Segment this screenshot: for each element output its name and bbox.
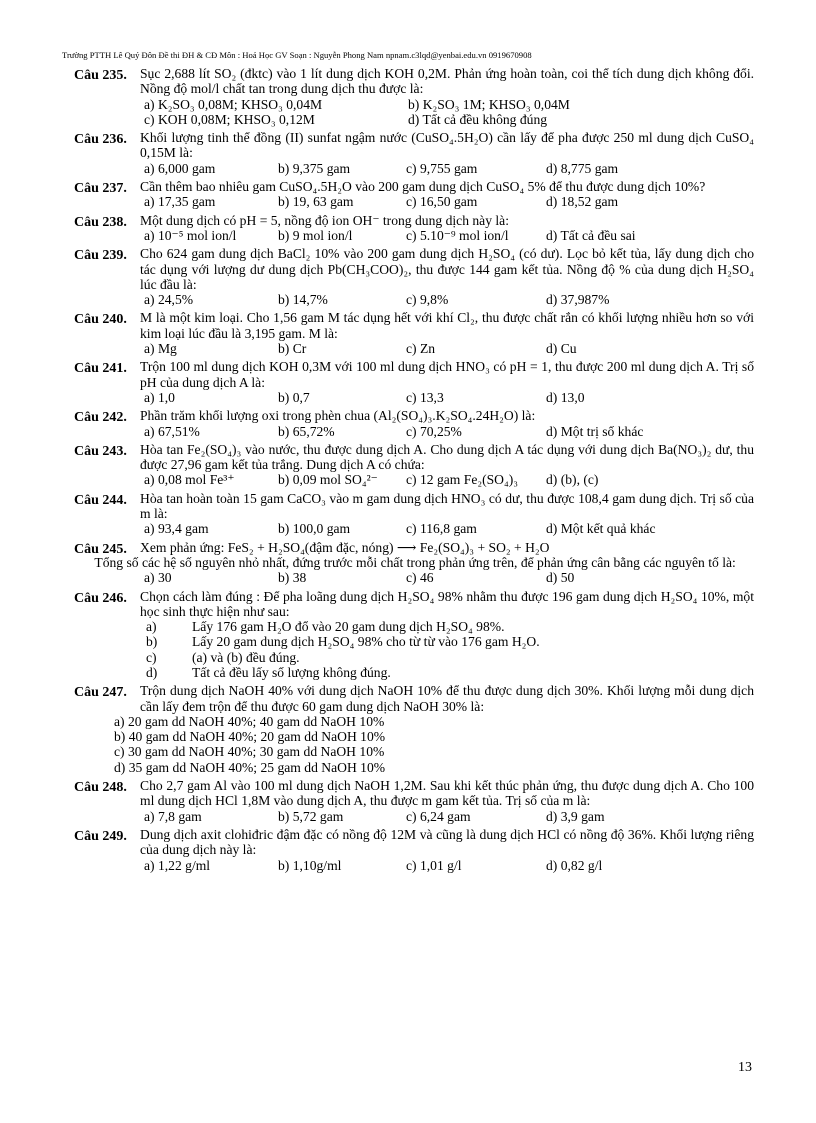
answer-option: d) 8,775 gam	[546, 160, 619, 176]
answer-option: b) 1,10g/ml	[278, 857, 342, 873]
question-text: Phần trăm khối lượng oxi trong phèn chua (Al₂(SO₄)₃.K₂SO₄.24H₂O) là:	[140, 408, 536, 424]
answer-options	[140, 809, 754, 824]
question-list	[74, 63, 754, 873]
answer-option: b) Cr	[278, 341, 307, 357]
step-label: d)	[146, 664, 158, 680]
question-text: M là một kim loại. Cho 1,56 gam M tác dụng hết với khí Cl₂, thu được chất rắn có khối lượng nhiều hơn so với kim loại lúc đầu là 3,195 gam. M là:	[140, 310, 754, 341]
answer-option: c) 12 gam Fe₂(SO₄)₃	[406, 472, 518, 488]
answer-options	[140, 858, 754, 873]
question-number: Câu 244.	[74, 492, 127, 508]
answer-option: d) (b), (c)	[546, 472, 599, 488]
answer-options	[140, 570, 754, 585]
answer-option: a) 20 gam dd NaOH 40%; 40 gam dd NaOH 10%	[114, 713, 385, 729]
step-label: c)	[146, 649, 157, 665]
answer-option: b) 0,09 mol SO₄²⁻	[278, 472, 378, 488]
answer-option: b) 14,7%	[278, 292, 328, 308]
question-text: Một dung dịch có pH = 5, nồng độ ion OH⁻ trong dung dịch này là:	[140, 212, 509, 228]
answer-option: b) 100,0 gam	[278, 521, 351, 537]
answer-option: a) 67,51%	[144, 423, 200, 439]
answer-option: a) K₂SO₃ 0,08M; KHSO₃ 0,04M	[144, 96, 323, 112]
question-number: Câu 241.	[74, 361, 127, 377]
question-number: Câu 236.	[74, 132, 127, 148]
question-item	[74, 778, 754, 824]
question-text: Trộn dung dịch NaOH 40% với dung dịch NaOH 10% để thu được dung dịch 30%. Khối lượng mỗi dung dịch cần lấy đem trộn để thu được 60 gam dung dịch NaOH 30% là:	[140, 683, 754, 714]
question-text: Hòa tan Fe₂(SO₄)₃ vào nước, thu được dung dịch A. Cho dung dịch A tác dụng với dung dịch Ba(NO₃)₂ dư, thu được 27,96 gam kết tủa trắng. Dung dịch A có chứa:	[140, 441, 754, 473]
answer-option: a) 7,8 gam	[144, 808, 202, 824]
answer-options	[140, 292, 754, 307]
question-text: Cho 624 gam dung dịch BaCl₂ 10% vào 200 gam dung dịch H₂SO₄ (có dư). Lọc bỏ kết tủa, lấy dung dịch cho tác dụng với lượng dư dung dịch Pb(CH₃COO)₂, thu được 144 gam kết tủa. Nồng độ % của dung dịch H₂SO₄ lúc đầu là:	[140, 246, 754, 292]
answer-option: a) 1,22 g/ml	[144, 857, 211, 873]
question-item	[74, 310, 754, 356]
answer-option: b) K₂SO₃ 1M; KHSO₃ 0,04M	[408, 96, 570, 112]
question-item	[74, 130, 754, 176]
answer-option: c) 5.10⁻⁹ mol ion/l	[406, 227, 509, 243]
answer-option: b) 5,72 gam	[278, 808, 344, 824]
question-item	[74, 213, 754, 244]
answer-option: b) 19, 63 gam	[278, 194, 354, 210]
answer-option: c) 70,25%	[406, 423, 462, 439]
question-number: Câu 243.	[74, 443, 127, 459]
question-number: Câu 246.	[74, 590, 127, 606]
answer-option: c) 6,24 gam	[406, 808, 471, 824]
question-text: Sục 2,688 lít SO₂ (đktc) vào 1 lít dung dịch KOH 0,2M. Phản ứng hoàn toàn, coi thể tích dung dịch không đổi. Nồng độ mol/l chất tan trong dung dịch thu được là:	[140, 66, 754, 97]
answer-option: b) 9,375 gam	[278, 160, 351, 176]
procedure-step	[140, 665, 754, 680]
question-text: Khối lượng tinh thể đồng (II) sunfat ngậm nước (CuSO₄.5H₂O) cần lấy để pha được 250 ml dung dịch CuSO₄ 0,15M là:	[140, 130, 754, 161]
answer-option: b) 65,72%	[278, 423, 335, 439]
answer-option: b) 0,7	[278, 389, 310, 405]
question-number: Câu 239.	[74, 248, 127, 264]
question-item	[74, 491, 754, 537]
answer-options	[140, 390, 754, 405]
question-text: Hòa tan hoàn toàn 15 gam CaCO₃ vào m gam dung dịch HNO₃ có dư, thu được 108,4 gam dung dịch. Trị số của m là:	[140, 490, 754, 522]
question-item	[74, 540, 754, 586]
answer-option: a) 30	[144, 570, 172, 586]
question-text: Dung dịch axit clohiđric đậm đặc có nồng độ 12M và cũng là dung dịch HCl có nồng độ 36%. Khối lượng riêng của dung dịch này là:	[140, 826, 754, 858]
answer-options	[140, 424, 754, 439]
answer-option: d) 50	[546, 570, 575, 586]
answer-options	[140, 228, 754, 243]
answer-option: b) 38	[278, 570, 307, 586]
answer-option: c) 16,50 gam	[406, 194, 478, 210]
step-label: b)	[146, 634, 158, 650]
answer-option: c) 30 gam dd NaOH 40%; 30 gam dd NaOH 10%	[114, 744, 385, 760]
answer-option: a) 17,35 gam	[144, 194, 216, 210]
question-text: Cần thêm bao nhiêu gam CuSO₄.5H₂O vào 200 gam dung dịch CuSO₄ 5% để thu được dung dịch 10%?	[140, 179, 706, 195]
answer-option: c) 1,01 g/l	[406, 857, 462, 873]
answer-option: a) Mg	[144, 341, 177, 357]
answer-option: c) 9,8%	[406, 292, 449, 308]
procedure-step	[140, 650, 754, 665]
answer-option: d) 3,9 gam	[546, 808, 605, 824]
answer-option: d) 0,82 g/l	[546, 857, 603, 873]
question-item	[74, 408, 754, 439]
answer-option: a) 1,0	[144, 389, 175, 405]
step-text: (a) và (b) đều đúng.	[192, 649, 300, 665]
answer-options	[140, 112, 754, 127]
question-item	[74, 442, 754, 488]
question-number: Câu 248.	[74, 780, 127, 796]
question-number: Câu 247.	[74, 685, 127, 701]
page-number: 13	[738, 1060, 752, 1075]
answer-options	[140, 341, 754, 356]
question-item	[74, 683, 754, 775]
procedure-step	[140, 634, 754, 649]
step-label: a)	[146, 619, 157, 635]
answer-option: c) 46	[406, 570, 434, 586]
answer-option: a) 0,08 mol Fe³⁺	[144, 472, 235, 488]
question-text: Cho 2,7 gam Al vào 100 ml dung dịch NaOH 1,2M. Sau khi kết thúc phản ứng, thu được dung dịch A. Cho 100 ml dung dịch HCl 1,8M vào dung dịch A, thu được m gam kết tủa. Trị số của m là:	[140, 778, 754, 809]
answer-option: d) 35 gam dd NaOH 40%; 25 gam dd NaOH 10%	[114, 759, 386, 775]
question-text: Xem phản ứng: FeS₂ + H₂SO₄(đậm đặc, nóng) ⟶ Fe₂(SO₄)₃ + SO₂ + H₂O	[140, 539, 550, 555]
answer-option: d) 37,987%	[546, 292, 610, 308]
answer-option: c) Zn	[406, 341, 436, 357]
question-item	[74, 359, 754, 405]
page-header: Trường PTTH Lê Quý Đôn Đề thi ĐH & CĐ Môn : Hoá Học GV Soạn : Nguyễn Phong Nam npnam.c3lqd@yenbai.edu.vn 0919670908	[62, 50, 532, 60]
question-number: Câu 238.	[74, 214, 127, 230]
answer-option: d) 18,52 gam	[546, 194, 619, 210]
answer-option: c) 116,8 gam	[406, 521, 477, 537]
question-item	[74, 827, 754, 873]
question-number: Câu 235.	[74, 68, 127, 83]
answer-option: d) 13,0	[546, 389, 585, 405]
question-text: Trộn 100 ml dung dịch KOH 0,3M với 100 ml dung dịch HNO₃ có pH = 1, thu được 200 ml dung dịch A. Trị số pH của dung dịch A là:	[140, 359, 754, 390]
answer-option: c) KOH 0,08M; KHSO₃ 0,12M	[144, 111, 315, 127]
answer-option: c) 13,3	[406, 389, 444, 405]
answer-option: a) 10⁻⁵ mol ion/l	[144, 227, 237, 243]
answer-options	[140, 97, 754, 112]
answer-option: b) 40 gam dd NaOH 40%; 20 gam dd NaOH 10%	[114, 729, 386, 745]
question-text: Chọn cách làm đúng : Để pha loãng dung dịch H₂SO₄ 98% nhằm thu được 196 gam dung dịch H₂SO₄ 10%, một học sinh thực hiện như sau:	[140, 588, 754, 619]
step-text: Tất cả đều lấy số lượng không đúng.	[192, 664, 391, 680]
answer-option: b) 9 mol ion/l	[278, 227, 353, 243]
answer-option: d) Cu	[546, 341, 577, 357]
question-number: Câu 237.	[74, 181, 127, 197]
answer-option: a) 6,000 gam	[144, 160, 216, 176]
question-number: Câu 242.	[74, 410, 127, 426]
procedure-step	[140, 619, 754, 634]
answer-options	[140, 521, 754, 536]
answer-options	[140, 161, 754, 176]
answer-option: d) Tất cả đều không đúng	[408, 111, 548, 127]
question-item	[74, 179, 754, 210]
answer-option: c) 9,755 gam	[406, 160, 478, 176]
question-text-continued: Tổng số các hệ số nguyên nhỏ nhất, đứng trước mỗi chất trong phản ứng trên, để phản ứng cân bằng các nguyên tố là:	[74, 554, 736, 570]
answer-option: d) Một trị số khác	[546, 423, 644, 439]
question-item	[74, 246, 754, 307]
answer-option: a) 93,4 gam	[144, 521, 209, 537]
answer-options	[140, 472, 754, 487]
answer-option: a) 24,5%	[144, 292, 194, 308]
question-number: Câu 249.	[74, 828, 127, 844]
answer-option: d) Tất cả đều sai	[546, 227, 636, 243]
question-item	[74, 589, 754, 681]
answer-option: d) Một kết quả khác	[546, 521, 656, 537]
step-text: Lấy 20 gam dung dịch H₂SO₄ 98% cho từ từ vào 176 gam H₂O.	[192, 634, 540, 650]
answer-options	[140, 194, 754, 209]
question-number: Câu 245.	[74, 541, 127, 557]
question-number: Câu 240.	[74, 312, 127, 328]
question-item	[74, 66, 754, 127]
step-text: Lấy 176 gam H₂O đổ vào 20 gam dung dịch H₂SO₄ 98%.	[192, 619, 505, 635]
